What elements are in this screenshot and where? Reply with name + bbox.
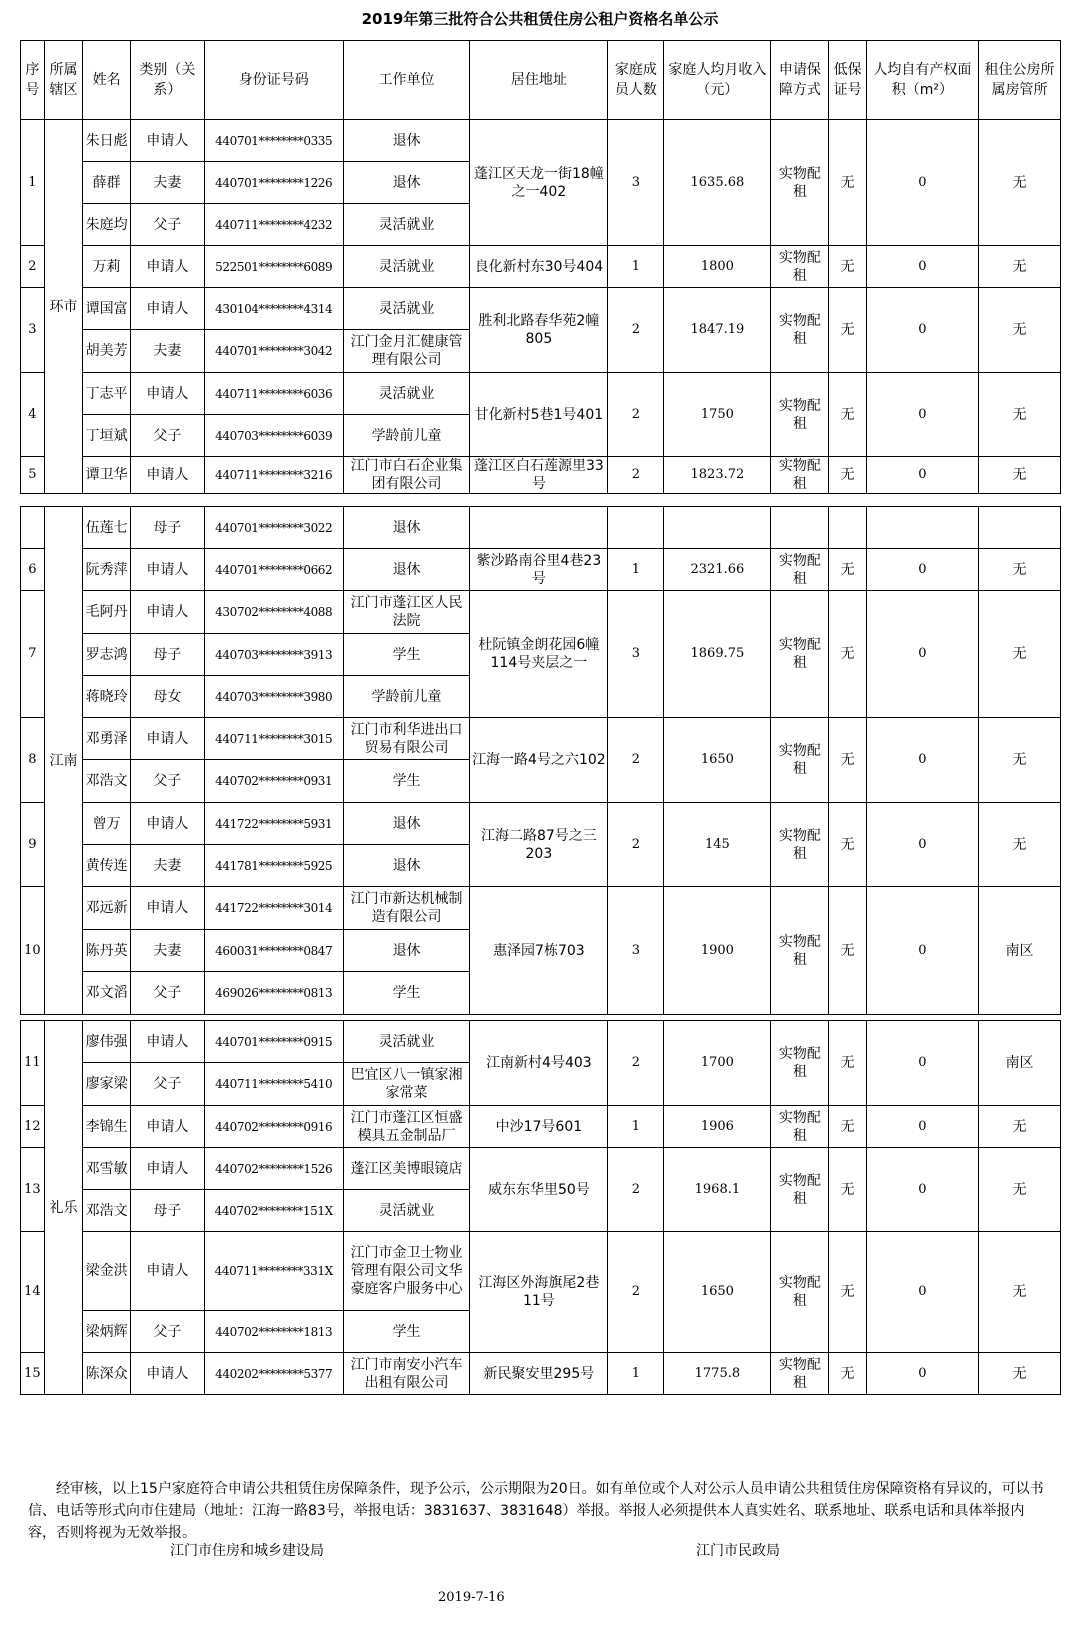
- residence-address: 江南新村4号403: [470, 1021, 608, 1106]
- work-unit: 江门市蓬江区恒盛模具五金制品厂: [343, 1106, 470, 1148]
- family-size: 3: [608, 591, 664, 718]
- support-method: 实物配租: [771, 288, 829, 373]
- header-row: [21, 41, 1061, 120]
- notice-text: 经审核，以上15户家庭符合申请公共租赁住房保障条件，现予公示，公示期限为20日。如有单位或个人对公示人员申请公共租赁住房保障资格有异议的，可以书信、电话等形式向市住建局（地址：江海一路83号，举报电话：3831637、3831648）举报。举报人必须提供本人真实姓名、联系地址、联系电话和具体举报内容，否则将视为无效举报。: [28, 1481, 1044, 1541]
- family-size: 2: [608, 1232, 664, 1353]
- id-number: 440701********1226: [204, 162, 343, 204]
- header-cell: 家庭人均月收入（元）: [664, 41, 771, 120]
- member-name: 陈丹英: [83, 930, 131, 972]
- member-name: 李锦生: [83, 1106, 131, 1148]
- id-number: 440703********3913: [204, 634, 343, 676]
- household-number: 5: [21, 457, 45, 494]
- work-unit: 学龄前儿童: [343, 676, 470, 718]
- family-size: 1: [608, 1106, 664, 1148]
- header-cell: 居住地址: [470, 41, 608, 120]
- table-row: [21, 718, 1061, 760]
- family-size: 1: [608, 549, 664, 591]
- table-row: [21, 288, 1061, 330]
- table-row: [21, 457, 1061, 494]
- work-unit: 灵活就业: [343, 373, 470, 415]
- table-row: [21, 1148, 1061, 1190]
- household-number: 7: [21, 591, 45, 718]
- household-number: 14: [21, 1232, 45, 1353]
- member-relation: 夫妻: [130, 162, 204, 204]
- support-method: 实物配租: [771, 1148, 829, 1232]
- owned-area: 0: [866, 591, 978, 718]
- id-number: 440702********1526: [204, 1148, 343, 1190]
- member-name: 梁金洪: [83, 1232, 131, 1311]
- residence-address: 江海区外海旗尾2巷11号: [470, 1232, 608, 1353]
- owned-area: 0: [866, 246, 978, 288]
- work-unit: 退休: [343, 162, 470, 204]
- id-number: 430104********4314: [204, 288, 343, 330]
- family-size: 2: [608, 373, 664, 457]
- member-relation: 申请人: [130, 803, 204, 845]
- household-number: 9: [21, 803, 45, 887]
- dibao-number: 无: [829, 887, 866, 1015]
- id-number: 440701********0662: [204, 549, 343, 591]
- housing-office: 南区: [978, 1021, 1060, 1106]
- member-relation: 申请人: [130, 549, 204, 591]
- work-unit: 退休: [343, 930, 470, 972]
- family-size: 2: [608, 457, 664, 494]
- owned-area: 0: [866, 288, 978, 373]
- housing-office: 无: [978, 457, 1060, 494]
- member-relation: 申请人: [130, 246, 204, 288]
- dibao-number: 无: [829, 246, 866, 288]
- dibao-number: [829, 507, 866, 549]
- member-relation: 申请人: [130, 1021, 204, 1063]
- notice-footer: [28, 1478, 1048, 1544]
- id-number: 440702********151X: [204, 1190, 343, 1232]
- id-number: 522501********6089: [204, 246, 343, 288]
- family-size: [608, 507, 664, 549]
- dibao-number: 无: [829, 803, 866, 887]
- work-unit: 江门市蓬江区人民法院: [343, 591, 470, 634]
- household-number: 4: [21, 373, 45, 457]
- member-name: 伍莲七: [83, 507, 131, 549]
- header-cell: 身份证号码: [204, 41, 343, 120]
- work-unit: 退休: [343, 120, 470, 162]
- monthly-income: 1650: [664, 1232, 771, 1353]
- work-unit: 学生: [343, 760, 470, 803]
- dibao-number: 无: [829, 718, 866, 803]
- header-cell: 人均自有产权面积（m²）: [866, 41, 978, 120]
- household-number: 12: [21, 1106, 45, 1148]
- monthly-income: 1869.75: [664, 591, 771, 718]
- id-number: 460031********0847: [204, 930, 343, 972]
- dibao-number: 无: [829, 120, 866, 246]
- table-row: [21, 507, 1061, 549]
- district-cell: 环市: [44, 120, 82, 494]
- page-title: 2019年第三批符合公共租赁住房公租户资格名单公示: [361, 10, 719, 28]
- dibao-number: 无: [829, 1232, 866, 1353]
- work-unit: 江门市利华进出口贸易有限公司: [343, 718, 470, 760]
- support-method: 实物配租: [771, 1021, 829, 1106]
- residence-address: 新民聚安里295号: [470, 1353, 608, 1395]
- table-row: [21, 1232, 1061, 1311]
- member-relation: 夫妻: [130, 330, 204, 373]
- header-cell: 工作单位: [343, 41, 470, 120]
- monthly-income: 1635.68: [664, 120, 771, 246]
- owned-area: 0: [866, 1232, 978, 1353]
- household-number: 1: [21, 120, 45, 246]
- household-number: 11: [21, 1021, 45, 1106]
- id-number: 441722********3014: [204, 887, 343, 930]
- household-number: 13: [21, 1148, 45, 1232]
- family-size: 2: [608, 803, 664, 887]
- member-relation: 父子: [130, 204, 204, 246]
- support-method: 实物配租: [771, 1106, 829, 1148]
- member-relation: 申请人: [130, 1353, 204, 1395]
- work-unit: 学龄前儿童: [343, 415, 470, 457]
- residence-address: 江海二路87号之三203: [470, 803, 608, 887]
- member-name: 万莉: [83, 246, 131, 288]
- residence-address: 良化新村东30号404: [470, 246, 608, 288]
- member-relation: 母子: [130, 1190, 204, 1232]
- member-relation: 夫妻: [130, 845, 204, 887]
- housing-office: [978, 507, 1060, 549]
- member-name: 邓远新: [83, 887, 131, 930]
- member-name: 谭卫华: [83, 457, 131, 494]
- member-relation: 母子: [130, 507, 204, 549]
- header-cell: 申请保障方式: [771, 41, 829, 120]
- owned-area: 0: [866, 1353, 978, 1395]
- dibao-number: 无: [829, 373, 866, 457]
- dibao-number: 无: [829, 549, 866, 591]
- roster-table-江南: [20, 506, 1061, 1015]
- member-relation: 父子: [130, 415, 204, 457]
- header-cell: 序号: [21, 41, 45, 120]
- household-number: [21, 507, 45, 549]
- housing-office: 无: [978, 1232, 1060, 1353]
- id-number: 441781********5925: [204, 845, 343, 887]
- table-row: [21, 1021, 1061, 1063]
- family-size: 3: [608, 887, 664, 1015]
- owned-area: 0: [866, 457, 978, 494]
- residence-address: [470, 507, 608, 549]
- work-unit: 退休: [343, 845, 470, 887]
- table-row: [21, 1106, 1061, 1148]
- member-relation: 父子: [130, 760, 204, 803]
- id-number: 440701********0335: [204, 120, 343, 162]
- work-unit: 巴宜区八一镇家湘家常菜: [343, 1063, 470, 1106]
- owned-area: 0: [866, 373, 978, 457]
- table-row: [21, 373, 1061, 415]
- owned-area: [866, 507, 978, 549]
- work-unit: 灵活就业: [343, 204, 470, 246]
- member-name: 陈深众: [83, 1353, 131, 1395]
- support-method: [771, 507, 829, 549]
- id-number: 440701********0915: [204, 1021, 343, 1063]
- table-row: [21, 1353, 1061, 1395]
- header-cell: 家庭成员人数: [608, 41, 664, 120]
- monthly-income: 1800: [664, 246, 771, 288]
- member-relation: 申请人: [130, 457, 204, 494]
- monthly-income: 1900: [664, 887, 771, 1015]
- dibao-number: 无: [829, 1353, 866, 1395]
- member-name: 邓雪敏: [83, 1148, 131, 1190]
- work-unit: 退休: [343, 803, 470, 845]
- member-relation: 申请人: [130, 288, 204, 330]
- work-unit: 退休: [343, 549, 470, 591]
- owned-area: 0: [866, 1106, 978, 1148]
- support-method: 实物配租: [771, 457, 829, 494]
- owned-area: 0: [866, 803, 978, 887]
- member-name: 阮秀萍: [83, 549, 131, 591]
- support-method: 实物配租: [771, 549, 829, 591]
- member-relation: 申请人: [130, 1148, 204, 1190]
- monthly-income: 1968.1: [664, 1148, 771, 1232]
- residence-address: 甘化新村5巷1号401: [470, 373, 608, 457]
- owned-area: 0: [866, 549, 978, 591]
- housing-office: 无: [978, 591, 1060, 718]
- work-unit: 江门市金卫士物业管理有限公司文华豪庭客户服务中心: [343, 1232, 470, 1311]
- dibao-number: 无: [829, 457, 866, 494]
- work-unit: 江门市新达机械制造有限公司: [343, 887, 470, 930]
- header-cell: 姓名: [83, 41, 131, 120]
- residence-address: 蓬江区白石莲源里33号: [470, 457, 608, 494]
- work-unit: 江门金月汇健康管理有限公司: [343, 330, 470, 373]
- owned-area: 0: [866, 1021, 978, 1106]
- member-name: 薛群: [83, 162, 131, 204]
- owned-area: 0: [866, 718, 978, 803]
- monthly-income: 1650: [664, 718, 771, 803]
- member-name: 朱日彪: [83, 120, 131, 162]
- housing-office: 无: [978, 1106, 1060, 1148]
- housing-office: 无: [978, 803, 1060, 887]
- support-method: 实物配租: [771, 887, 829, 1015]
- table-row: [21, 549, 1061, 591]
- residence-address: 蓬江区天龙一街18幢之一402: [470, 120, 608, 246]
- work-unit: 学生: [343, 634, 470, 676]
- id-number: 440702********0916: [204, 1106, 343, 1148]
- monthly-income: 145: [664, 803, 771, 887]
- member-relation: 母女: [130, 676, 204, 718]
- work-unit: 灵活就业: [343, 288, 470, 330]
- member-name: 廖家梁: [83, 1063, 131, 1106]
- residence-address: 江海一路4号之六102: [470, 718, 608, 803]
- family-size: 2: [608, 1148, 664, 1232]
- member-name: 蒋晓玲: [83, 676, 131, 718]
- member-relation: 母子: [130, 634, 204, 676]
- work-unit: 学生: [343, 972, 470, 1015]
- owned-area: 0: [866, 1148, 978, 1232]
- residence-address: 惠泽园7栋703: [470, 887, 608, 1015]
- family-size: 2: [608, 1021, 664, 1106]
- monthly-income: [664, 507, 771, 549]
- support-method: 实物配租: [771, 246, 829, 288]
- roster-table-礼乐: [20, 1020, 1061, 1395]
- member-name: 朱庭均: [83, 204, 131, 246]
- household-number: 3: [21, 288, 45, 373]
- dibao-number: 无: [829, 288, 866, 373]
- table-row: [21, 246, 1061, 288]
- id-number: 440703********3980: [204, 676, 343, 718]
- support-method: 实物配租: [771, 1353, 829, 1395]
- member-name: 丁志平: [83, 373, 131, 415]
- residence-address: 威东东华里50号: [470, 1148, 608, 1232]
- work-unit: 江门市白石企业集团有限公司: [343, 457, 470, 494]
- member-name: 曾万: [83, 803, 131, 845]
- work-unit: 灵活就业: [343, 1021, 470, 1063]
- id-number: 440702********1813: [204, 1311, 343, 1353]
- id-number: 440711********331X: [204, 1232, 343, 1311]
- family-size: 1: [608, 1353, 664, 1395]
- family-size: 3: [608, 120, 664, 246]
- header-cell: 租住公房所属房管所: [978, 41, 1060, 120]
- household-number: 2: [21, 246, 45, 288]
- monthly-income: 1847.19: [664, 288, 771, 373]
- household-number: 6: [21, 549, 45, 591]
- member-name: 邓浩文: [83, 760, 131, 803]
- housing-office: 无: [978, 288, 1060, 373]
- id-number: 440703********6039: [204, 415, 343, 457]
- monthly-income: 1750: [664, 373, 771, 457]
- table-row: [21, 803, 1061, 845]
- support-method: 实物配租: [771, 120, 829, 246]
- member-relation: 申请人: [130, 1106, 204, 1148]
- monthly-income: 1906: [664, 1106, 771, 1148]
- support-method: 实物配租: [771, 591, 829, 718]
- member-name: 罗志鸿: [83, 634, 131, 676]
- header-cell: 低保证号: [829, 41, 866, 120]
- publish-date: 2019-7-16: [438, 1590, 505, 1605]
- member-relation: 申请人: [130, 887, 204, 930]
- header-cell: 所属辖区: [44, 41, 82, 120]
- residence-address: 中沙17号601: [470, 1106, 608, 1148]
- member-name: 黄传连: [83, 845, 131, 887]
- member-relation: 申请人: [130, 120, 204, 162]
- household-number: 10: [21, 887, 45, 1015]
- roster-table-环市: [20, 40, 1061, 494]
- id-number: 440711********4232: [204, 204, 343, 246]
- monthly-income: 2321.66: [664, 549, 771, 591]
- id-number: 441722********5931: [204, 803, 343, 845]
- id-number: 440711********5410: [204, 1063, 343, 1106]
- dibao-number: 无: [829, 1148, 866, 1232]
- district-cell: 江南: [44, 507, 82, 1015]
- work-unit: 灵活就业: [343, 1190, 470, 1232]
- family-size: 2: [608, 288, 664, 373]
- work-unit: 蓬江区美博眼镜店: [343, 1148, 470, 1190]
- work-unit: 学生: [343, 1311, 470, 1353]
- residence-address: 杜阮镇金朗花园6幢114号夹层之一: [470, 591, 608, 718]
- member-name: 毛阿丹: [83, 591, 131, 634]
- member-name: 廖伟强: [83, 1021, 131, 1063]
- member-name: 丁垣斌: [83, 415, 131, 457]
- household-number: 15: [21, 1353, 45, 1395]
- housing-office: 无: [978, 1148, 1060, 1232]
- housing-office: 无: [978, 549, 1060, 591]
- table-row: [21, 887, 1061, 930]
- monthly-income: 1700: [664, 1021, 771, 1106]
- member-relation: 父子: [130, 972, 204, 1015]
- housing-office: 无: [978, 120, 1060, 246]
- member-name: 邓勇泽: [83, 718, 131, 760]
- id-number: 440202********5377: [204, 1353, 343, 1395]
- monthly-income: 1775.8: [664, 1353, 771, 1395]
- issuer-housing-bureau: 江门市住房和城乡建设局: [170, 1543, 324, 1559]
- housing-office: 南区: [978, 887, 1060, 1015]
- member-relation: 申请人: [130, 373, 204, 415]
- header-cell: 类别（关系）: [130, 41, 204, 120]
- family-size: 1: [608, 246, 664, 288]
- table-row: [21, 120, 1061, 162]
- owned-area: 0: [866, 887, 978, 1015]
- work-unit: 退休: [343, 507, 470, 549]
- residence-address: 紫沙路南谷里4巷23号: [470, 549, 608, 591]
- member-relation: 父子: [130, 1063, 204, 1106]
- monthly-income: 1823.72: [664, 457, 771, 494]
- residence-address: 胜利北路春华苑2幢805: [470, 288, 608, 373]
- member-relation: 父子: [130, 1311, 204, 1353]
- district-cell: 礼乐: [44, 1021, 82, 1395]
- work-unit: 江门市南安小汽车出租有限公司: [343, 1353, 470, 1395]
- housing-office: 无: [978, 1353, 1060, 1395]
- member-relation: 申请人: [130, 718, 204, 760]
- household-number: 8: [21, 718, 45, 803]
- owned-area: 0: [866, 120, 978, 246]
- dibao-number: 无: [829, 1106, 866, 1148]
- id-number: 440701********3042: [204, 330, 343, 373]
- member-name: 邓浩文: [83, 1190, 131, 1232]
- support-method: 实物配租: [771, 803, 829, 887]
- member-relation: 申请人: [130, 1232, 204, 1311]
- housing-office: 无: [978, 246, 1060, 288]
- member-name: 邓文滔: [83, 972, 131, 1015]
- member-name: 梁炳辉: [83, 1311, 131, 1353]
- member-relation: 申请人: [130, 591, 204, 634]
- support-method: 实物配租: [771, 373, 829, 457]
- member-name: 谭国富: [83, 288, 131, 330]
- support-method: 实物配租: [771, 718, 829, 803]
- id-number: 440711********3015: [204, 718, 343, 760]
- housing-office: 无: [978, 718, 1060, 803]
- id-number: 469026********0813: [204, 972, 343, 1015]
- support-method: 实物配租: [771, 1232, 829, 1353]
- dibao-number: 无: [829, 591, 866, 718]
- work-unit: 灵活就业: [343, 246, 470, 288]
- id-number: 440702********0931: [204, 760, 343, 803]
- issuer-civil-affairs-bureau: 江门市民政局: [696, 1543, 780, 1559]
- table-row: [21, 591, 1061, 634]
- id-number: 440711********3216: [204, 457, 343, 494]
- member-name: 胡美芳: [83, 330, 131, 373]
- dibao-number: 无: [829, 1021, 866, 1106]
- family-size: 2: [608, 718, 664, 803]
- id-number: 430702********4088: [204, 591, 343, 634]
- id-number: 440711********6036: [204, 373, 343, 415]
- housing-office: 无: [978, 373, 1060, 457]
- member-relation: 夫妻: [130, 930, 204, 972]
- id-number: 440701********3022: [204, 507, 343, 549]
